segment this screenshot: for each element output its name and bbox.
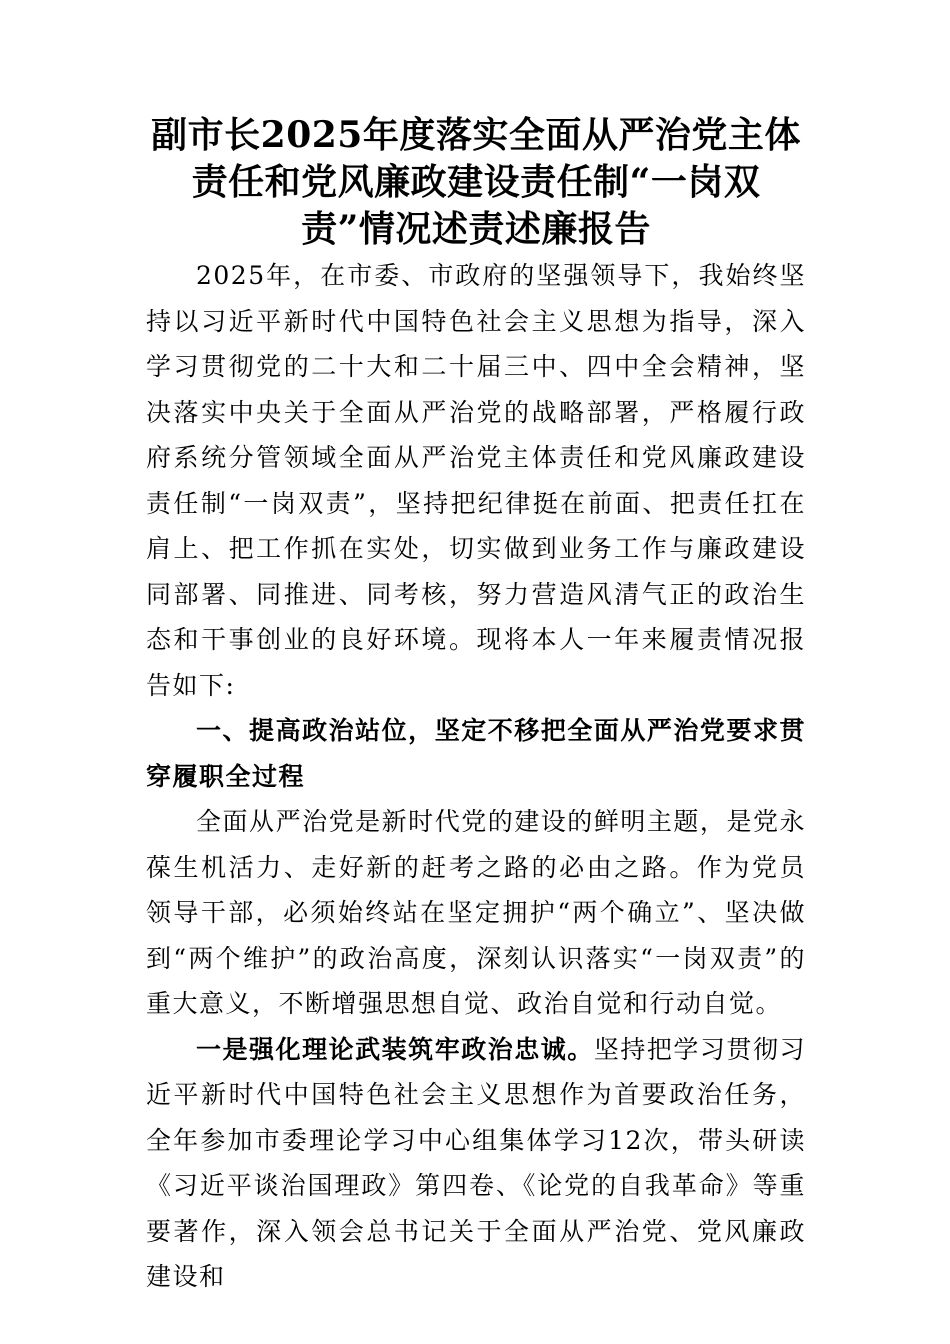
section-1-paragraph: 全面从严治党是新时代党的建设的鲜明主题，是党永葆生机活力、走好新的赶考之路的必由之路。作为党员领导干部，必须始终站在坚定拥护“两个确立”、坚决做到“两个维护”的政治高度，深刻认识落实“一岗双责”的重大意义，不断增强思想自觉、政治自觉和行动自觉。 (146, 807, 806, 1018)
point-1-text: 坚持把学习贯彻习近平新时代中国特色社会主义思想作为首要政治任务，全年参加市委理论学习中心组集体学习12次，带头研读《习近平谈治国理政》第四卷、《论党的自我革命》等重要著作，深入领会总书记关于全面从严治党、党风廉政建设和 (146, 1034, 806, 1291)
intro-paragraph: 2025年，在市委、市政府的坚强领导下，我始终坚持以习近平新时代中国特色社会主义思想为指导，深入学习贯彻党的二十大和二十届三中、四中全会精神，坚决落实中央关于全面从严治党的战略部署，严格履行政府系统分管领域全面从严治党主体责任和党风廉政建设责任制“一岗双责”，坚持把纪律挺在前面、把责任扛在肩上、把工作抓在实处，切实做到业务工作与廉政建设同部署、同推进、同考核，努力营造风清气正的政治生态和干事创业的良好环境。现将本人一年来履责情况报告如下: (146, 261, 806, 700)
document-body (146, 112, 806, 1300)
point-1-paragraph (146, 1027, 806, 1300)
document-title: 副市长2025年度落实全面从严治党主体责任和党风廉政建设责任制“一岗双责”情况述责述廉报告 (151, 114, 801, 250)
point-1-lead: 一是强化理论武装筑牢政治忠诚。 (196, 1034, 594, 1064)
section-heading-1: 一、提高政治站位，坚定不移把全面从严治党要求贯穿履职全过程 (146, 716, 806, 791)
